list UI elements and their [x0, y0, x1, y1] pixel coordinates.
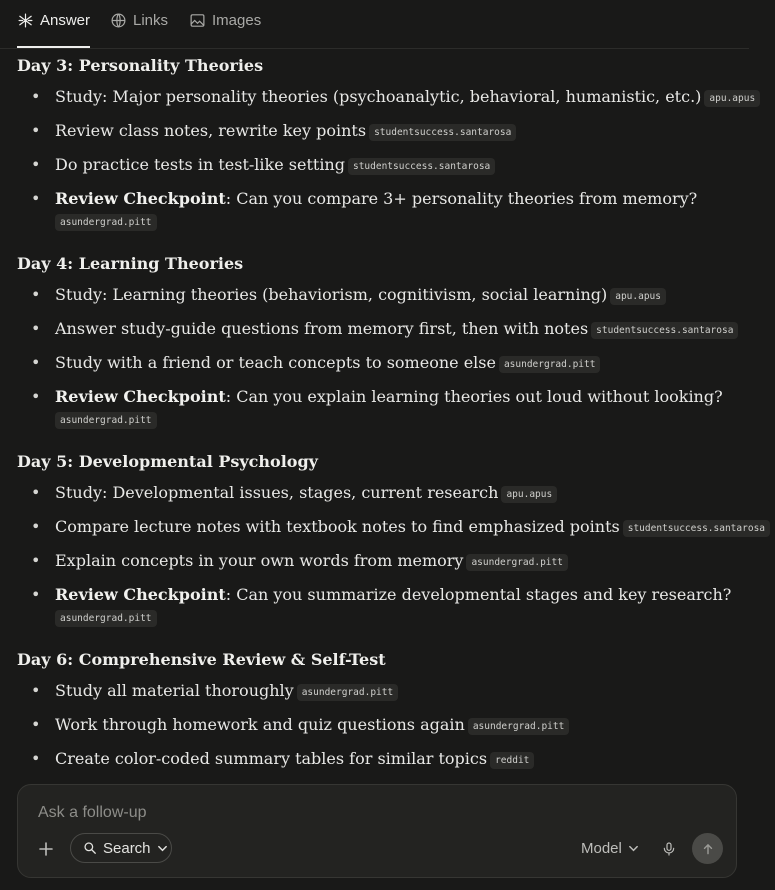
- citation-badge[interactable]: reddit: [490, 752, 534, 769]
- bullet: •: [31, 353, 41, 372]
- follow-up-composer[interactable]: [17, 784, 737, 878]
- day-section: [17, 648, 386, 672]
- citation-badge[interactable]: apu.apus: [704, 90, 760, 107]
- item-text: Study: Learning theories (behaviorism, cognitivism, social learning): [55, 285, 608, 304]
- day-title: Day 5: Developmental Psychology: [17, 452, 318, 471]
- citation-badge[interactable]: asundergrad.pitt: [499, 356, 601, 373]
- bullet: •: [31, 551, 41, 570]
- day-title: Day 6: Comprehensive Review & Self-Test: [17, 650, 386, 669]
- plus-icon: [38, 841, 54, 857]
- list-item: [17, 386, 755, 430]
- bullet: •: [31, 285, 41, 304]
- list-item: [17, 584, 755, 628]
- list-item: [17, 748, 775, 770]
- day-section: [17, 54, 263, 78]
- checkpoint-label: Review Checkpoint: [55, 189, 226, 208]
- item-text: Study all material thoroughly: [55, 681, 294, 700]
- citation-badge[interactable]: studentsuccess.santarosa: [623, 520, 770, 537]
- citation-badge[interactable]: asundergrad.pitt: [466, 554, 568, 571]
- bullet: •: [31, 715, 41, 734]
- arrow-up-icon: [701, 842, 715, 856]
- item-text: Explain concepts in your own words from memory: [55, 551, 464, 570]
- item-text: Create color-coded summary tables for similar topics: [55, 749, 488, 768]
- checkpoint-label: Review Checkpoint: [55, 585, 226, 604]
- microphone-button[interactable]: [661, 840, 677, 863]
- bullet: •: [31, 189, 41, 208]
- item-text: Review class notes, rewrite key points: [55, 121, 367, 140]
- tab-answer[interactable]: [17, 12, 90, 29]
- image-icon: [189, 12, 206, 29]
- bullet: •: [31, 319, 41, 338]
- send-button[interactable]: [692, 833, 723, 864]
- citation-badge[interactable]: asundergrad.pitt: [55, 610, 157, 627]
- bullet: •: [31, 121, 41, 140]
- item-text: Study: Developmental issues, stages, current research: [55, 483, 499, 502]
- item-text: : Can you compare 3+ personality theories from memory?: [225, 189, 698, 208]
- search-icon: [83, 841, 97, 855]
- day-section: [17, 252, 243, 276]
- follow-up-input[interactable]: Ask a follow-up: [38, 804, 147, 821]
- list-item: [17, 516, 775, 538]
- citation-badge[interactable]: apu.apus: [501, 486, 557, 503]
- item-text: : Can you explain learning theories out loud without looking?: [225, 387, 723, 406]
- list-item: [17, 550, 775, 572]
- bullet: •: [31, 87, 41, 106]
- citation-badge[interactable]: asundergrad.pitt: [55, 214, 157, 231]
- list-item: [17, 154, 775, 176]
- chevron-down-icon: [157, 843, 168, 854]
- day-title: Day 3: Personality Theories: [17, 56, 264, 75]
- bullet: •: [31, 681, 41, 700]
- add-attachment-button[interactable]: [38, 839, 54, 861]
- search-mode-label: Search: [103, 839, 151, 857]
- list-item: [17, 318, 775, 340]
- list-item: [17, 680, 775, 702]
- tab-answer-label: Answer: [40, 12, 91, 29]
- active-tab-indicator: [17, 46, 90, 48]
- checkpoint-label: Review Checkpoint: [55, 387, 226, 406]
- item-text: Compare lecture notes with textbook notes to find emphasized points: [55, 517, 620, 536]
- bullet: •: [31, 155, 41, 174]
- citation-badge[interactable]: asundergrad.pitt: [468, 718, 570, 735]
- list-item: [17, 120, 775, 142]
- model-label: Model: [581, 840, 622, 857]
- search-mode-button[interactable]: [70, 833, 172, 863]
- item-text: Work through homework and quiz questions again: [55, 715, 465, 734]
- item-text: Do practice tests in test-like setting: [55, 155, 345, 174]
- tab-images-label: Images: [212, 12, 262, 29]
- microphone-icon: [661, 840, 677, 858]
- item-text: Study: Major personality theories (psychoanalytic, behavioral, humanistic, etc.): [55, 87, 702, 106]
- item-text: Study with a friend or teach concepts to someone else: [55, 353, 496, 372]
- bullet: •: [31, 517, 41, 536]
- list-item: [17, 714, 775, 736]
- list-item: [17, 352, 775, 374]
- answer-icon: [17, 12, 34, 29]
- citation-badge[interactable]: studentsuccess.santarosa: [348, 158, 495, 175]
- citation-badge[interactable]: asundergrad.pitt: [55, 412, 157, 429]
- bullet: •: [31, 483, 41, 502]
- tab-images[interactable]: [189, 12, 261, 29]
- bullet: •: [31, 749, 41, 768]
- tab-links[interactable]: [110, 12, 168, 29]
- list-item: [17, 284, 775, 306]
- day-section: [17, 450, 318, 474]
- item-text: : Can you summarize developmental stages and key research?: [225, 585, 732, 604]
- item-text: Answer study-guide questions from memory first, then with notes: [55, 319, 589, 338]
- model-selector[interactable]: [581, 840, 639, 857]
- globe-icon: [110, 12, 127, 29]
- citation-badge[interactable]: asundergrad.pitt: [297, 684, 399, 701]
- citation-badge[interactable]: studentsuccess.santarosa: [591, 322, 738, 339]
- list-item: [17, 86, 775, 108]
- chevron-down-icon: [628, 843, 639, 854]
- tab-links-label: Links: [133, 12, 169, 29]
- list-item: [17, 188, 755, 232]
- citation-badge[interactable]: studentsuccess.santarosa: [369, 124, 516, 141]
- bullet: •: [31, 387, 41, 406]
- bullet: •: [31, 585, 41, 604]
- tab-bar: [0, 0, 749, 49]
- day-title: Day 4: Learning Theories: [17, 254, 244, 273]
- citation-badge[interactable]: apu.apus: [610, 288, 666, 305]
- list-item: [17, 482, 775, 504]
